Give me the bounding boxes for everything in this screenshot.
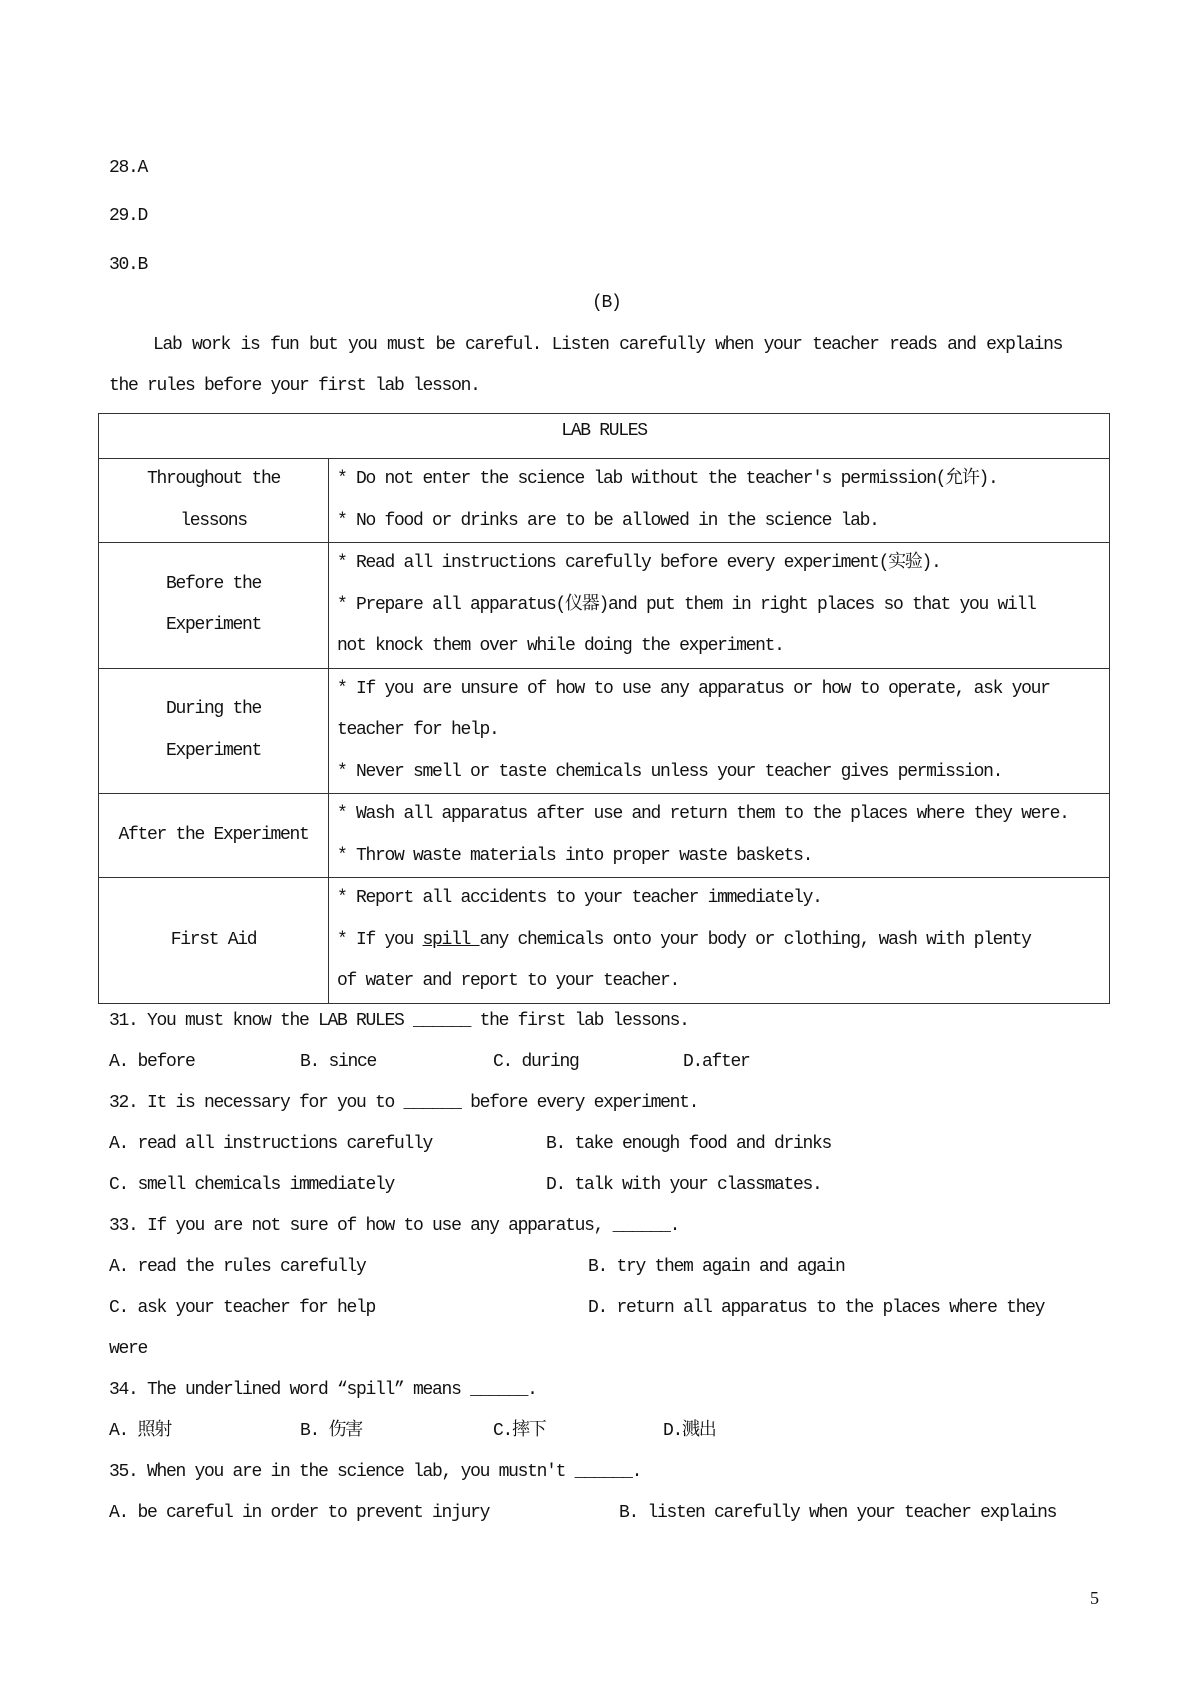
table-row bbox=[99, 459, 1110, 543]
q31-option-b: B. since bbox=[300, 1052, 377, 1072]
q33-option-b: B. try them again and again bbox=[588, 1257, 845, 1277]
row-rules: * Do not enter the science lab without the teacher's permission(允许). * No food or drinks are to be allowed in the science lab. bbox=[329, 459, 1110, 543]
question-31: 31. You must know the LAB RULES ______ the first lab lessons. bbox=[109, 1011, 689, 1031]
q33-option-d-continued: were bbox=[109, 1339, 148, 1359]
section-label: (B) bbox=[592, 293, 621, 313]
question-33: 33. If you are not sure of how to use any apparatus, ______. bbox=[109, 1216, 680, 1236]
table-row bbox=[99, 543, 1110, 669]
row-header: Throughout the lessons bbox=[99, 459, 329, 543]
intro-line-1: Lab work is fun but you must be careful. Listen carefully when your teacher reads and explains bbox=[153, 335, 1063, 355]
q33-option-c: C. ask your teacher for help bbox=[109, 1298, 376, 1318]
q31-option-c: C. during bbox=[493, 1052, 579, 1072]
q32-option-d: D. talk with your classmates. bbox=[546, 1175, 822, 1195]
row-rules: * If you are unsure of how to use any apparatus or how to operate, ask your teacher for help. * Never smell or taste chemicals unless your teacher gives permission. bbox=[329, 668, 1110, 794]
q31-option-d: D.after bbox=[683, 1052, 750, 1072]
table-row bbox=[99, 878, 1110, 1004]
answer-28: 28.A bbox=[109, 158, 148, 178]
row-header: During the Experiment bbox=[99, 668, 329, 794]
table-row bbox=[99, 668, 1110, 794]
table-title: LAB RULES bbox=[99, 414, 1110, 459]
page-number: 5 bbox=[1090, 1588, 1099, 1608]
q34-option-c: C.摔下 bbox=[493, 1421, 546, 1441]
row-header: First Aid bbox=[99, 878, 329, 1004]
q34-option-d: D.溅出 bbox=[663, 1421, 716, 1441]
answer-30: 30.B bbox=[109, 255, 148, 275]
question-32: 32. It is necessary for you to ______ before every experiment. bbox=[109, 1093, 699, 1113]
q35-option-a: A. be careful in order to prevent injury bbox=[109, 1503, 490, 1523]
intro-line-2: the rules before your first lab lesson. bbox=[109, 376, 480, 396]
q32-option-c: C. smell chemicals immediately bbox=[109, 1175, 395, 1195]
row-rules: * Read all instructions carefully before every experiment(实验). * Prepare all apparatus(仪器)and put them in right places so that you will not knock them over while doing the experiment. bbox=[329, 543, 1110, 669]
row-rules: * Wash all apparatus after use and return them to the places where they were. * Throw waste materials into proper waste baskets. bbox=[329, 794, 1110, 878]
row-header: Before the Experiment bbox=[99, 543, 329, 669]
q33-option-d: D. return all apparatus to the places where they bbox=[588, 1298, 1045, 1318]
q32-option-a: A. read all instructions carefully bbox=[109, 1134, 433, 1154]
q34-option-a: A. 照射 bbox=[109, 1421, 171, 1441]
lab-rules-table bbox=[98, 413, 1110, 1004]
q31-option-a: A. before bbox=[109, 1052, 195, 1072]
row-rules: * Report all accidents to your teacher immediately. * If you spill any chemicals onto your body or clothing, wash with plenty of water and report to your teacher. bbox=[329, 878, 1110, 1004]
q32-option-b: B. take enough food and drinks bbox=[546, 1134, 832, 1154]
question-34: 34. The underlined word “spill” means ______. bbox=[109, 1380, 537, 1400]
answer-29: 29.D bbox=[109, 206, 148, 226]
table-row bbox=[99, 794, 1110, 878]
q34-option-b: B. 伤害 bbox=[300, 1421, 362, 1441]
q33-option-a: A. read the rules carefully bbox=[109, 1257, 366, 1277]
underlined-word-spill: spill bbox=[422, 929, 480, 950]
q35-option-b: B. listen carefully when your teacher explains bbox=[619, 1503, 1057, 1523]
question-35: 35. When you are in the science lab, you mustn't ______. bbox=[109, 1462, 642, 1482]
row-header: After the Experiment bbox=[99, 794, 329, 878]
